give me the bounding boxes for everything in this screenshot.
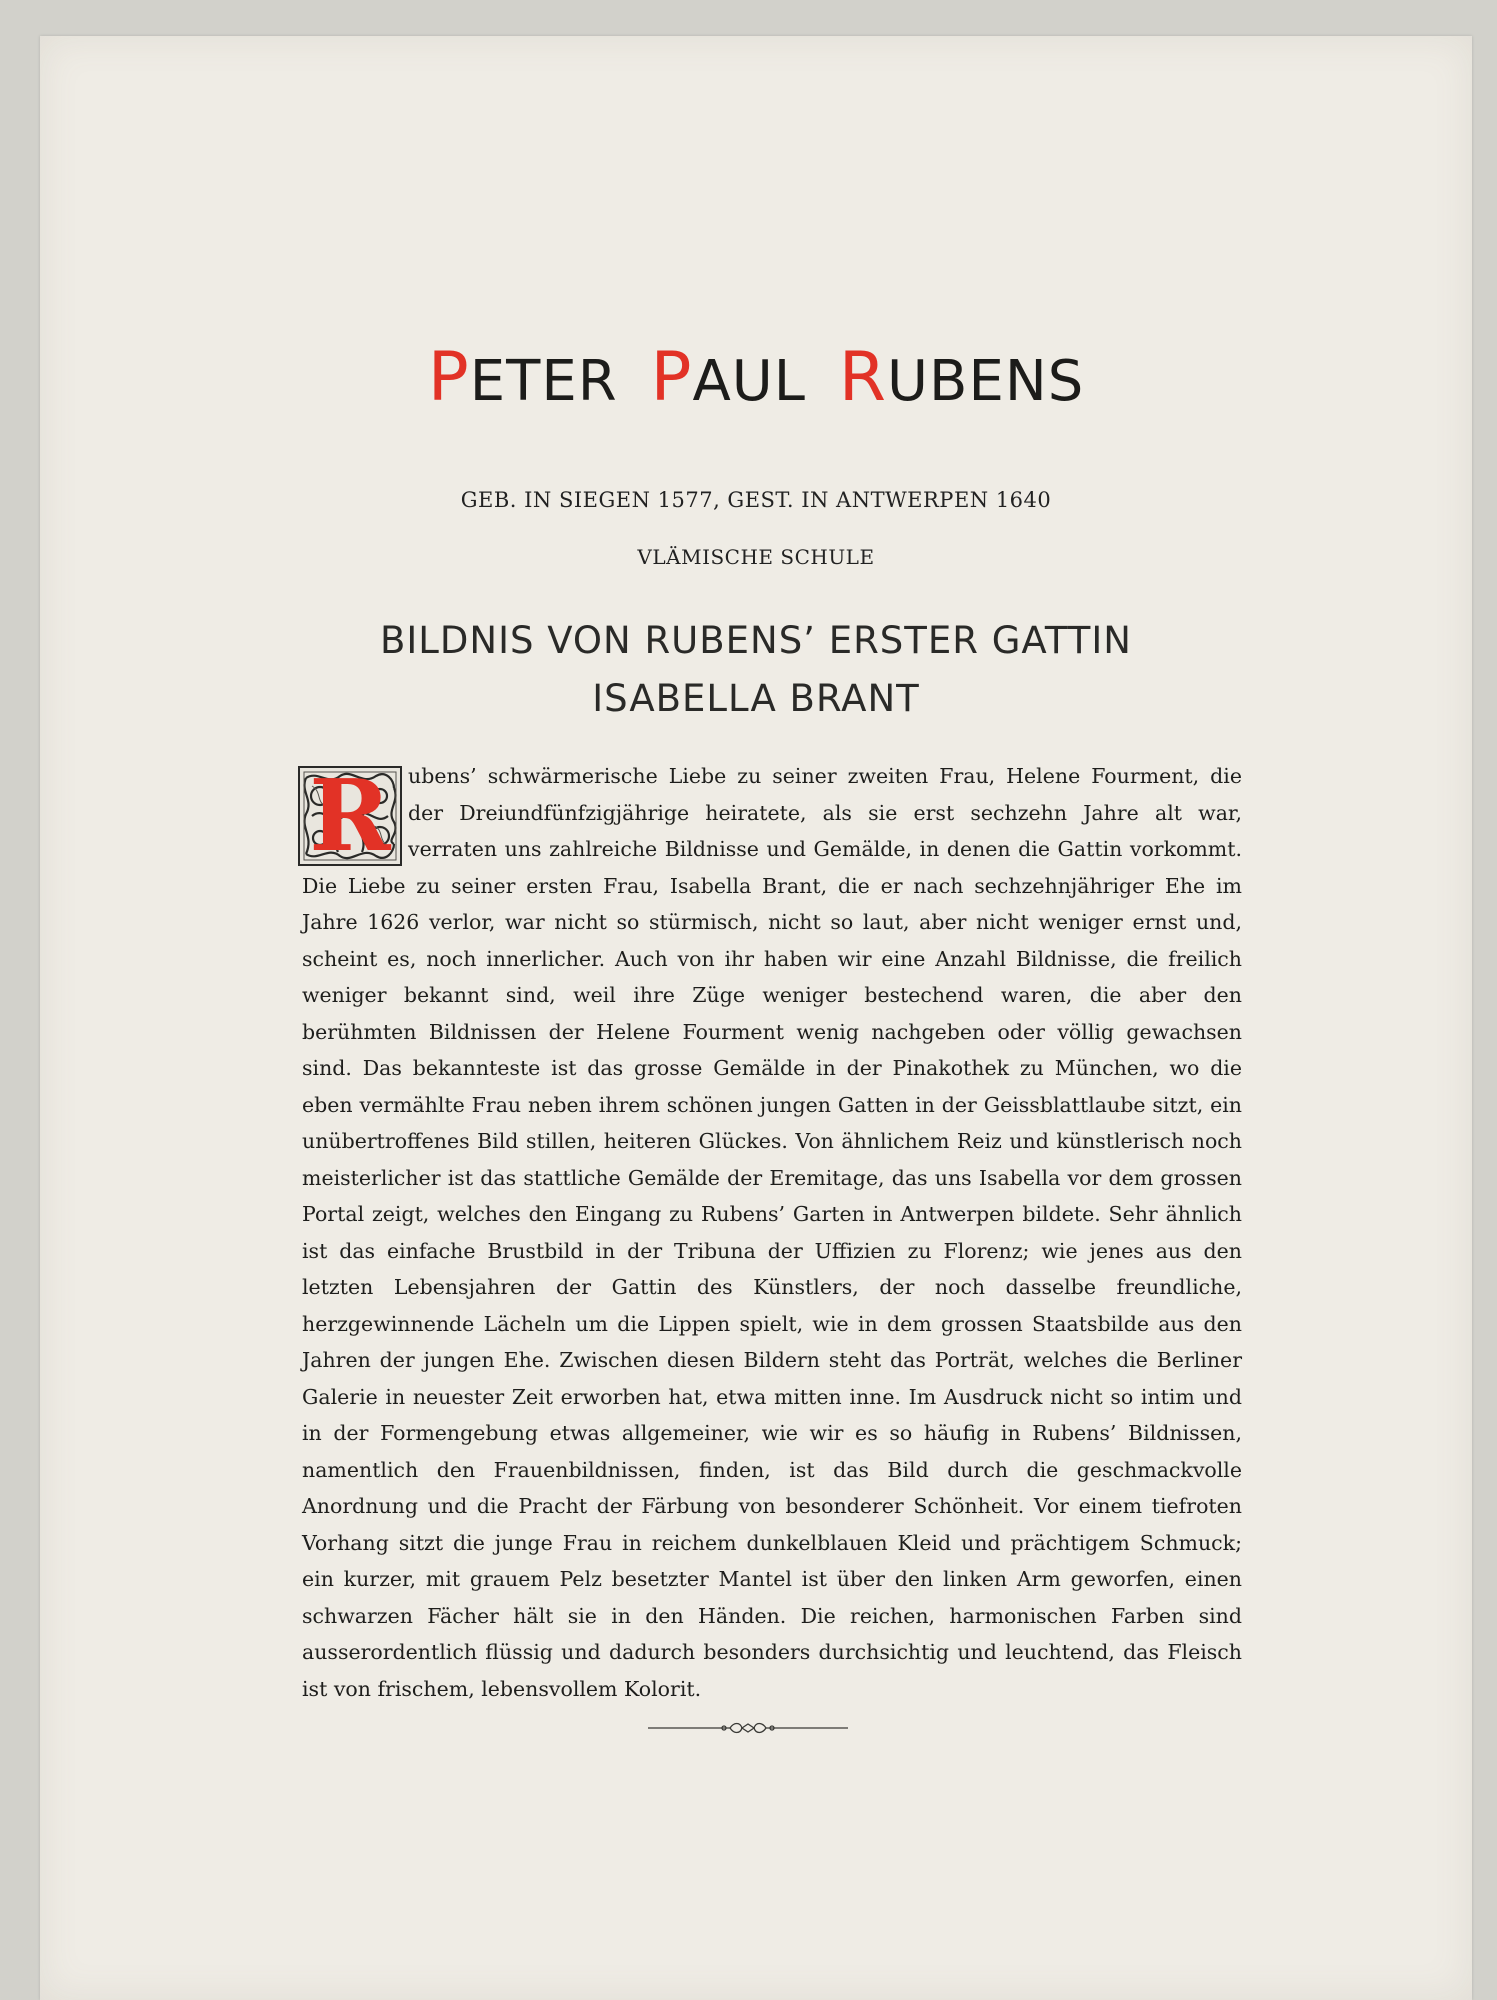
life-dates: GEB. IN SIEGEN 1577, GEST. IN ANTWERPEN 1640 [460, 488, 1052, 512]
artwork-title-line-1: BILDNIS VON RUBENS’ ERSTER GATTIN [380, 619, 1132, 662]
title-word-1 [428, 338, 618, 417]
page-title [40, 338, 1472, 417]
title-word-3 [839, 338, 1084, 417]
artwork-title-line-2: ISABELLA BRANT [592, 677, 920, 720]
body-paragraph: ubens’ schwärmerische Liebe zu seiner zweiten Frau, Helene Fourment, die der Dreiundfünfzigjährige heiratete, als sie erst sechzehn Jahre alt war, verraten uns zahlreiche Bildnisse und Gemälde, in denen die Gattin vorkommt. Die Liebe zu seiner ersten Frau, Isabella Brant, die er nach sechzehnjähriger Ehe im Jahre 1626 verlor, war nicht so stürmisch, nicht so laut, aber nicht weniger ernst und, scheint es, noch innerlicher. Auch von ihr haben wir eine Anzahl Bildnisse, die freilich weniger bekannt sind, weil ihre Züge weniger bestechend waren, die aber den berühmten Bildnissen der Helene Fourment wenig nachgeben oder völlig gewachsen sind. Das bekannteste ist das grosse Gemälde in der Pinakothek zu München, wo die eben vermählte Frau neben ihrem schönen jungen Gatten in der Geissblattlaube sitzt, ein unübertroffenes Bild stillen, heiteren Glückes. Von ähnlichem Reiz und künstlerisch noch meisterlicher ist das stattliche Gemälde der Eremitage, das uns Isabella vor dem grossen Portal zeigt, welches den Eingang zu Rubens’ Garten in Antwerpen bildete. Sehr ähnlich ist das einfache Brustbild in der Tribuna der Uffizien zu Florenz; wie jenes aus den letzten Lebensjahren der Gattin des Künstlers, der noch dasselbe freundliche, herzgewinnende Lächeln um die Lippen spielt, wie in dem grossen Staatsbilde aus den Jahren der jungen Ehe. Zwischen diesen Bildern steht das Porträt, welches die Berliner Galerie in neuester Zeit erworben hat, etwa mitten inne. Im Ausdruck nicht so intim und in der Formengebung etwas allgemeiner, wie wir es so häufig in Rubens’ Bildnissen, namentlich den Frauenbildnissen, finden, ist das Bild durch die geschmackvolle Anordnung und die Pracht der Färbung von besonderer Schönheit. Vor einem tiefroten Vorhang sitzt die junge Frau in reichem dunkelblauen Kleid und prächtigem Schmuck; ein kurzer, mit grauem Pelz besetzter Mantel ist über den linken Arm geworfen, einen schwarzen Fächer hält sie in den Händen. Die reichen, harmonischen Farben sind ausserordentlich flüssig und dadurch besonders durchsichtig und leuchtend, das Fleisch ist von frischem, lebensvollem Kolorit. [302, 764, 1242, 1701]
title-initial: P [427, 338, 470, 417]
title-initial: P [650, 338, 693, 417]
vine-divider-ornament-icon [648, 1716, 848, 1740]
drop-cap [298, 759, 402, 874]
drop-cap-letter: R [309, 759, 391, 874]
title-word-rest: ETER [469, 349, 618, 414]
paper-sheet [40, 36, 1472, 2000]
title-word-rest: AUL [692, 349, 806, 414]
art-school: VLÄMISCHE SCHULE [637, 545, 875, 569]
title-initial: R [838, 338, 888, 417]
title-word-rest: UBENS [887, 349, 1085, 414]
title-word-2 [650, 338, 806, 417]
artwork-title [40, 612, 1472, 728]
body-text [302, 758, 1242, 1707]
